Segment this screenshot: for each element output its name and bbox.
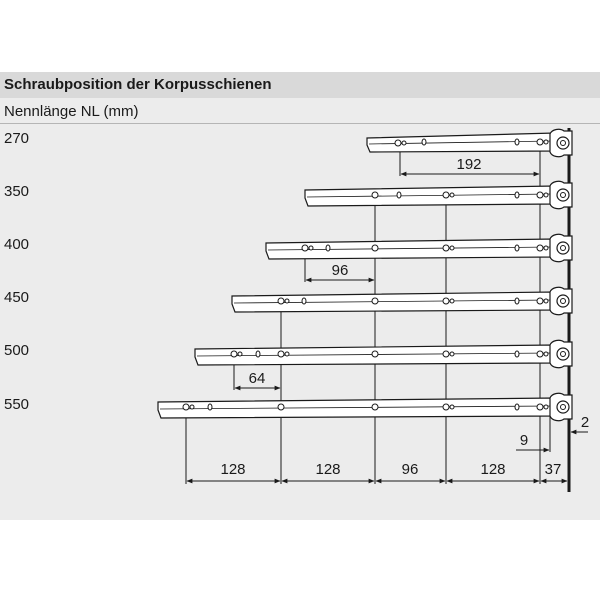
row-label-400: 400 [4, 236, 30, 253]
dim-label-192: 192 [456, 156, 482, 173]
dim-label-bottom-4: 128 [480, 461, 506, 478]
dim-label-64: 64 [248, 370, 266, 387]
rail-500 [195, 340, 572, 367]
dim-label-2: 2 [580, 414, 590, 431]
dim-label-9: 9 [519, 432, 529, 449]
row-label-450: 450 [4, 289, 30, 306]
rail-450 [232, 287, 572, 314]
rail-400 [266, 234, 572, 261]
dim-label-bottom-3: 96 [401, 461, 419, 478]
row-label-270: 270 [4, 130, 30, 147]
nominal-length-header: Nennlänge NL (mm) [4, 103, 139, 120]
dim-label-bottom-5: 37 [544, 461, 562, 478]
row-label-550: 550 [4, 396, 30, 413]
dim-label-bottom-1: 128 [220, 461, 246, 478]
row-label-350: 350 [4, 183, 30, 200]
row-label-500: 500 [4, 342, 30, 359]
rail-350 [305, 181, 572, 208]
diagram-title: Schraubposition der Korpusschienen [4, 76, 272, 93]
dim-label-96-upper: 96 [331, 262, 349, 279]
rail-270 [367, 129, 572, 156]
rail-550 [158, 393, 572, 420]
dim-label-bottom-2: 128 [315, 461, 341, 478]
